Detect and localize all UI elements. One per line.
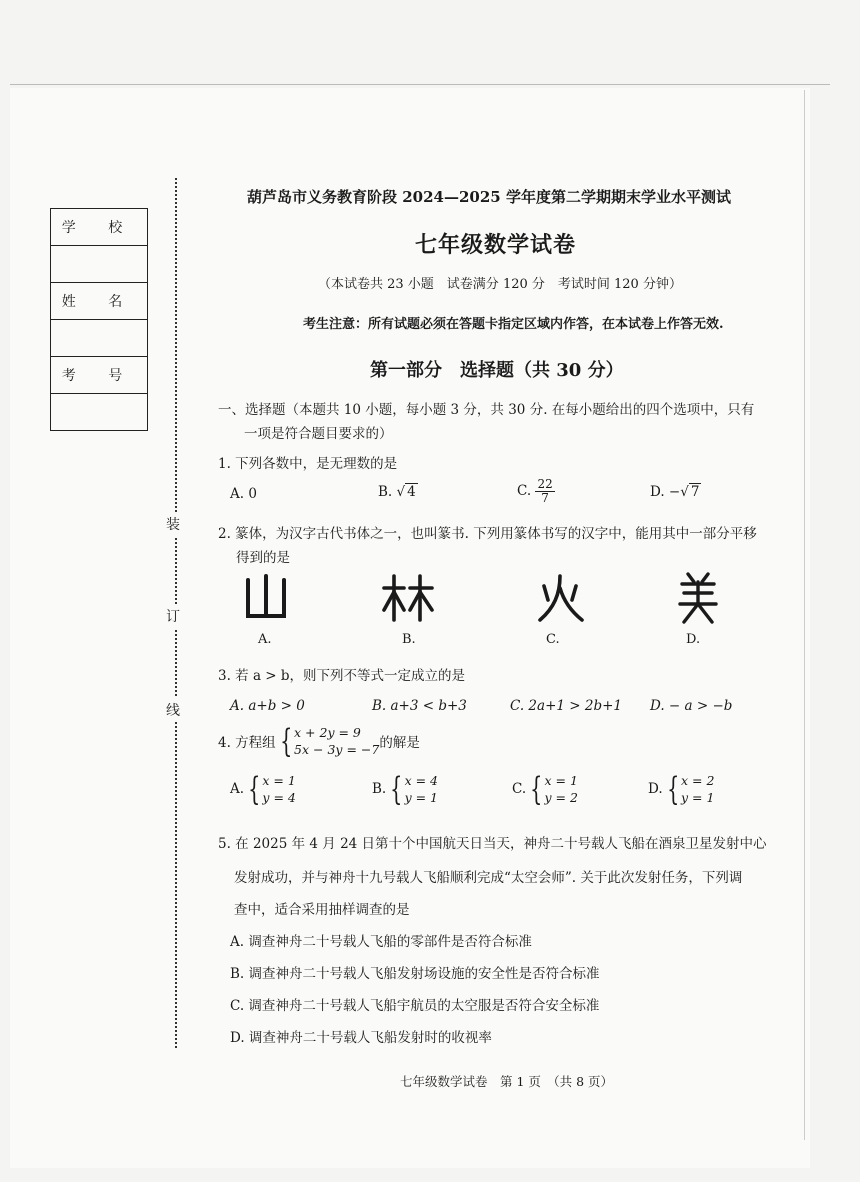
section-title: 第一部分 选择题（共 30 分） <box>370 360 624 381</box>
q4-option-d: D. { x = 2 y = 1 <box>648 770 715 808</box>
page-right-edge <box>804 90 805 1140</box>
section-intro-line2: 一项是符合题目要求的） <box>244 426 393 442</box>
page-footer: 七年级数学试卷 第 1 页 （共 8 页） <box>400 1074 614 1089</box>
question-1-stem: 1. 下列各数中，是无理数的是 <box>218 456 398 472</box>
q1-c-fraction: $\frac{22}{7}$ <box>537 477 553 505</box>
q1-option-d: D. −√ 7 <box>650 484 700 500</box>
exam-title: 葫芦岛市义务教育阶段 2024—2025 学年度第二学期期末学业水平测试 <box>247 188 731 206</box>
q3-option-b: B. a+3 < b+3 <box>372 698 467 714</box>
q4-equation-system: { x + 2y = 9 5x − 3y = −7 <box>279 722 380 760</box>
q3-option-a: A. a+b > 0 <box>230 698 305 714</box>
q2-option-d: D. <box>686 632 701 647</box>
question-5-stem-line2: 发射成功，并与神舟十九号载人飞船顺利完成“太空会师”. 关于此次发射任务，下列调 <box>234 870 743 886</box>
student-info-box <box>50 208 148 431</box>
paper-subtitle: 七年级数学试卷 <box>415 232 577 258</box>
q5-option-b: B. 调查神舟二十号载人飞船发射场设施的安全性是否符合标准 <box>230 966 600 982</box>
seal-glyph-mei <box>676 572 720 630</box>
q5-option-c: C. 调查神舟二十号载人飞船宇航员的太空服是否符合安全标准 <box>230 998 600 1014</box>
question-2-stem-line2: 得到的是 <box>236 550 290 566</box>
q4-option-a: A. { x = 1 y = 4 <box>230 770 296 808</box>
question-5-stem-line3: 查中，适合采用抽样调查的是 <box>234 902 410 918</box>
question-2-stem-line1: 2. 篆体，为汉字古代书体之一，也叫篆书. 下列用篆体书写的汉字中，能用其中一部分平移 <box>218 526 757 542</box>
exam-number-field <box>51 394 147 430</box>
q1-option-a: A. 0 <box>230 486 257 502</box>
name-field <box>51 320 147 357</box>
q5-option-d: D. 调查神舟二十号载人飞船发射时的收视率 <box>230 1030 492 1046</box>
q2-option-c: C. <box>546 632 560 647</box>
q1-option-c: C. $\frac{22}{7}$ <box>517 477 553 505</box>
section-intro-line1: 一、选择题（本题共 10 小题，每小题 3 分，共 30 分. 在每小题给出的四个选项中，只有 <box>218 402 755 418</box>
q1-option-b: B. √ 4 <box>378 484 416 500</box>
question-3-stem: 3. 若 a > b，则下列不等式一定成立的是 <box>218 668 466 684</box>
school-field <box>51 246 147 283</box>
seal-glyph-lin <box>380 572 436 624</box>
q1-d-radicand: 7 <box>690 484 700 500</box>
q4-option-c: C. { x = 1 y = 2 <box>512 770 578 808</box>
q2-option-a: A. <box>258 632 272 647</box>
q3-option-d: D. − a > −b <box>650 698 733 714</box>
binding-char-ding: 订 <box>166 604 180 628</box>
exam-notice: 考生注意：所有试题必须在答题卡指定区域内作答，在本试卷上作答无效. <box>303 317 724 332</box>
exam-number-label: 考 号 <box>51 357 147 394</box>
question-4-stem: 4. 方程组 { x + 2y = 9 5x − 3y = −7 的解是 <box>218 722 420 760</box>
q2-option-b: B. <box>402 632 416 647</box>
q1-b-radicand: 4 <box>407 484 416 500</box>
school-label: 学 校 <box>51 209 147 246</box>
exam-info: （本试卷共 23 小题 试卷满分 120 分 考试时间 120 分钟） <box>318 277 682 292</box>
seal-glyph-shan <box>244 572 288 624</box>
seal-glyph-huo <box>534 572 586 624</box>
question-5-stem-line1: 5. 在 2025 年 4 月 24 日第十个中国航天日当天，神舟二十号载人飞船在酒泉卫星发射中心 <box>218 836 767 852</box>
q4-option-b: B. { x = 4 y = 1 <box>372 770 439 808</box>
q5-option-a: A. 调查神舟二十号载人飞船的零部件是否符合标准 <box>230 934 532 950</box>
name-label: 姓 名 <box>51 283 147 320</box>
binding-char-xian: 线 <box>166 698 180 722</box>
binding-char-zhuang: 装 <box>166 512 180 536</box>
q3-option-c: C. 2a+1 > 2b+1 <box>510 698 622 714</box>
page-top-edge <box>10 84 830 85</box>
